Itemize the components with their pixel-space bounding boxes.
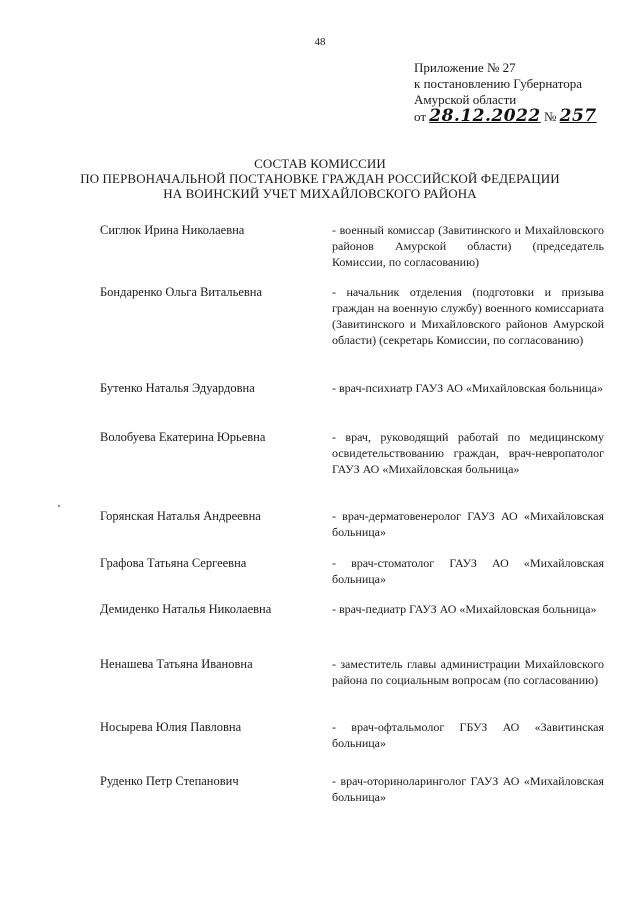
title-line-2: ПО ПЕРВОНАЧАЛЬНОЙ ПОСТАНОВКЕ ГРАЖДАН РОССИЙСКОЙ ФЕДЕРАЦИИ	[80, 171, 560, 186]
member-name: Графова Татьяна Сергеевна	[100, 556, 247, 570]
member-name: Носырева Юлия Павловна	[100, 720, 242, 734]
member-role: - врач-психиатр ГАУЗ АО «Михайловская больница»	[332, 381, 603, 395]
member-role: - военный комиссар (Завитинского и Михайловского районов Амурской области) (председатель Комиссии, по согласованию)	[332, 223, 604, 269]
member-role: - врач-дерматовенеролог ГАУЗ АО «Михайловская больница»	[332, 509, 604, 539]
member-role: - врач-офтальмолог ГБУЗ АО «Завитинская больница»	[332, 720, 604, 750]
member-name: Горянская Наталья Андреевна	[100, 509, 261, 523]
member-name: Бондаренко Ольга Витальевна	[100, 285, 263, 299]
member-role: - врач-педиатр ГАУЗ АО «Михайловская больница»	[332, 602, 597, 616]
page-number: 48	[314, 36, 326, 48]
scan-speck	[58, 505, 60, 507]
appendix-title: Приложение № 27	[414, 60, 516, 75]
member-role: - начальник отделения (подготовки и призыва граждан на военную службу) военного комиссариата (Завитинского и Михайловского районов Амурской области) (секретарь Комиссии, по согласованию)	[332, 285, 604, 347]
member-name: Волобуева Екатерина Юрьевна	[100, 430, 266, 444]
member-name: Ненашева Татьяна Ивановна	[100, 657, 253, 671]
appendix-region: Амурской области	[414, 92, 517, 107]
title-line-3: НА ВОИНСКИЙ УЧЕТ МИХАЙЛОВСКОГО РАЙОНА	[163, 186, 477, 201]
member-name: Бутенко Наталья Эдуардовна	[100, 381, 255, 395]
member-role: - врач-стоматолог ГАУЗ АО «Михайловская больница»	[332, 556, 604, 586]
number-label: №	[543, 109, 557, 124]
member-role: - врач-оториноларинголог ГАУЗ АО «Михайловская больница»	[332, 774, 604, 804]
appendix-decree: к постановлению Губернатора	[414, 76, 583, 91]
member-name: Сиглюк Ирина Николаевна	[100, 223, 245, 237]
handwritten-number: 257	[559, 106, 597, 126]
date-prefix: от	[414, 109, 427, 124]
member-role: - заместитель главы администрации Михайловского района по социальным вопросам (по согласованию)	[332, 657, 604, 687]
handwritten-date: 28.12.2022	[429, 106, 541, 126]
title-line-1: СОСТАВ КОМИССИИ	[254, 156, 386, 171]
member-role: - врач, руководящий работай по медицинскому освидетельствованию граждан, врач-невропатолог ГАУЗ АО «Михайловская больница»	[332, 430, 604, 476]
member-name: Демиденко Наталья Николаевна	[100, 602, 272, 616]
member-name: Руденко Петр Степанович	[100, 774, 239, 788]
